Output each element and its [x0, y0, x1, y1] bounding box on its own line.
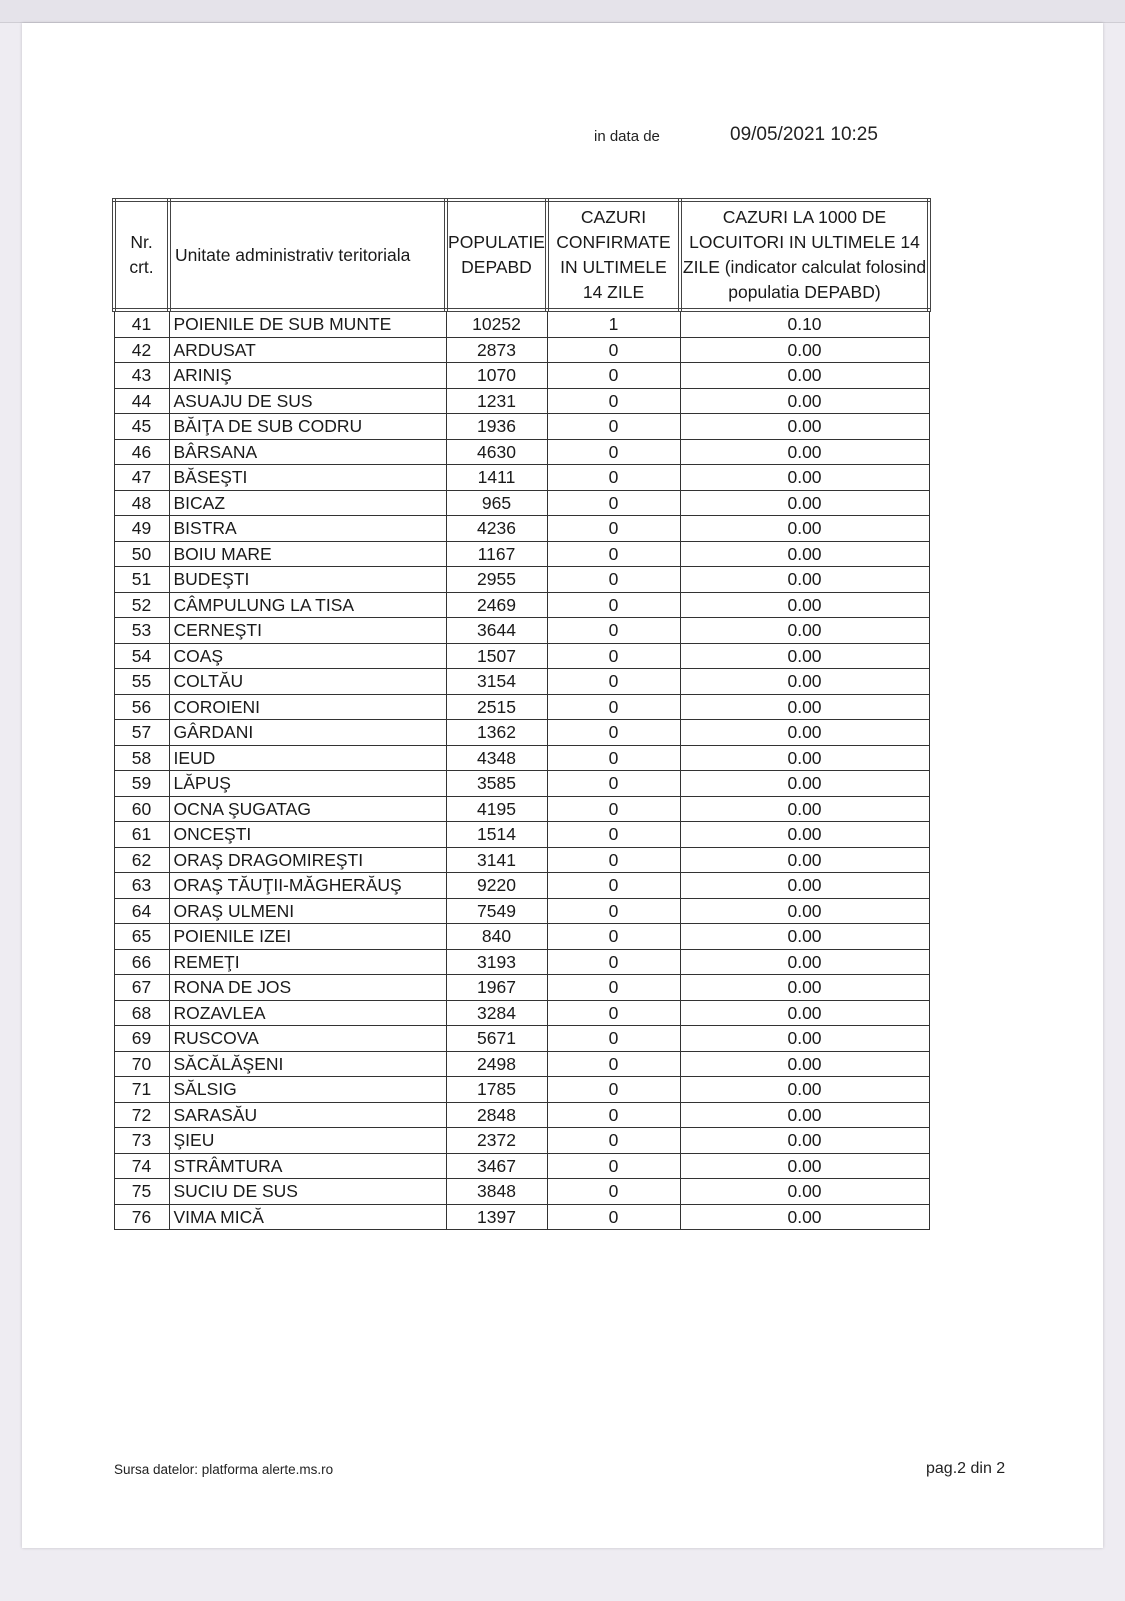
rate-per-1000-value: 0.00 — [680, 363, 929, 389]
rate-per-1000-value: 0.00 — [680, 516, 929, 542]
population-value: 1936 — [446, 414, 547, 440]
confirmed-cases-value: 0 — [547, 541, 680, 567]
date-label: in data de — [594, 128, 660, 145]
confirmed-cases-value: 0 — [547, 694, 680, 720]
row-number: 52 — [114, 592, 169, 618]
table-row — [114, 796, 929, 822]
unit-name: SUCIU DE SUS — [169, 1179, 446, 1205]
rate-per-1000-value: 0.00 — [680, 975, 929, 1001]
table-row — [114, 720, 929, 746]
table-row — [114, 567, 929, 593]
population-value: 3848 — [446, 1179, 547, 1205]
table-row — [114, 592, 929, 618]
population-value: 1411 — [446, 465, 547, 491]
confirmed-cases-value: 1 — [547, 310, 680, 337]
row-number: 48 — [114, 490, 169, 516]
table-row — [114, 873, 929, 899]
unit-name: ORAŞ DRAGOMIREŞTI — [169, 847, 446, 873]
rate-per-1000-value: 0.00 — [680, 847, 929, 873]
unit-name: BĂSEŞTI — [169, 465, 446, 491]
population-value: 3193 — [446, 949, 547, 975]
population-value: 1070 — [446, 363, 547, 389]
rate-per-1000-value: 0.00 — [680, 771, 929, 797]
row-number: 75 — [114, 1179, 169, 1205]
row-number: 57 — [114, 720, 169, 746]
column-header-rate: CAZURI LA 1000 DE LOCUITORI IN ULTIMELE 14 ZILE (indicator calculat folosind populatia DEPABD) — [680, 200, 929, 310]
rate-per-1000-value: 0.00 — [680, 898, 929, 924]
confirmed-cases-value: 0 — [547, 414, 680, 440]
population-value: 965 — [446, 490, 547, 516]
population-value: 2848 — [446, 1102, 547, 1128]
column-header-nr: Nr. crt. — [114, 200, 169, 310]
unit-name: IEUD — [169, 745, 446, 771]
rate-per-1000-value: 0.00 — [680, 1204, 929, 1230]
unit-name: BĂIŢA DE SUB CODRU — [169, 414, 446, 440]
unit-name: RUSCOVA — [169, 1026, 446, 1052]
table-row — [114, 949, 929, 975]
unit-name: BÂRSANA — [169, 439, 446, 465]
table-row — [114, 490, 929, 516]
row-number: 73 — [114, 1128, 169, 1154]
table-row — [114, 1128, 929, 1154]
rate-per-1000-value: 0.00 — [680, 796, 929, 822]
confirmed-cases-value: 0 — [547, 1153, 680, 1179]
unit-name: CÂMPULUNG LA TISA — [169, 592, 446, 618]
confirmed-cases-value: 0 — [547, 337, 680, 363]
unit-name: COAŞ — [169, 643, 446, 669]
population-value: 2498 — [446, 1051, 547, 1077]
unit-name: BISTRA — [169, 516, 446, 542]
population-value: 4348 — [446, 745, 547, 771]
population-value: 840 — [446, 924, 547, 950]
population-value: 1362 — [446, 720, 547, 746]
table-row — [114, 439, 929, 465]
unit-name: CERNEŞTI — [169, 618, 446, 644]
table-row — [114, 414, 929, 440]
row-number: 59 — [114, 771, 169, 797]
unit-name: ARINIŞ — [169, 363, 446, 389]
population-value: 1507 — [446, 643, 547, 669]
row-number: 50 — [114, 541, 169, 567]
unit-name: ASUAJU DE SUS — [169, 388, 446, 414]
table-row — [114, 975, 929, 1001]
table-row — [114, 1204, 929, 1230]
confirmed-cases-value: 0 — [547, 720, 680, 746]
unit-name: ŞIEU — [169, 1128, 446, 1154]
rate-per-1000-value: 0.00 — [680, 592, 929, 618]
row-number: 72 — [114, 1102, 169, 1128]
population-value: 3154 — [446, 669, 547, 695]
rate-per-1000-value: 0.00 — [680, 643, 929, 669]
rate-per-1000-value: 0.00 — [680, 745, 929, 771]
row-number: 55 — [114, 669, 169, 695]
table-row — [114, 694, 929, 720]
rate-per-1000-value: 0.00 — [680, 1000, 929, 1026]
confirmed-cases-value: 0 — [547, 490, 680, 516]
rate-per-1000-value: 0.00 — [680, 669, 929, 695]
table-row — [114, 822, 929, 848]
confirmed-cases-value: 0 — [547, 618, 680, 644]
rate-per-1000-value: 0.00 — [680, 694, 929, 720]
rate-per-1000-value: 0.00 — [680, 465, 929, 491]
row-number: 61 — [114, 822, 169, 848]
unit-name: SĂCĂLĂŞENI — [169, 1051, 446, 1077]
population-value: 3585 — [446, 771, 547, 797]
population-value: 4236 — [446, 516, 547, 542]
row-number: 41 — [114, 310, 169, 337]
row-number: 45 — [114, 414, 169, 440]
table-row — [114, 465, 929, 491]
population-value: 10252 — [446, 310, 547, 337]
confirmed-cases-value: 0 — [547, 363, 680, 389]
unit-name: COROIENI — [169, 694, 446, 720]
table-row — [114, 1000, 929, 1026]
row-number: 69 — [114, 1026, 169, 1052]
table-row — [114, 1077, 929, 1103]
confirmed-cases-value: 0 — [547, 567, 680, 593]
row-number: 54 — [114, 643, 169, 669]
confirmed-cases-value: 0 — [547, 439, 680, 465]
date-value: 09/05/2021 10:25 — [730, 124, 878, 145]
confirmed-cases-value: 0 — [547, 796, 680, 822]
population-value: 3284 — [446, 1000, 547, 1026]
population-value: 2469 — [446, 592, 547, 618]
cases-table — [112, 198, 931, 1230]
row-number: 53 — [114, 618, 169, 644]
confirmed-cases-value: 0 — [547, 745, 680, 771]
unit-name: POIENILE IZEI — [169, 924, 446, 950]
row-number: 68 — [114, 1000, 169, 1026]
rate-per-1000-value: 0.00 — [680, 1153, 929, 1179]
population-value: 2515 — [446, 694, 547, 720]
rate-per-1000-value: 0.00 — [680, 873, 929, 899]
rate-per-1000-value: 0.00 — [680, 541, 929, 567]
row-number: 42 — [114, 337, 169, 363]
confirmed-cases-value: 0 — [547, 643, 680, 669]
table-row — [114, 1179, 929, 1205]
rate-per-1000-value: 0.00 — [680, 337, 929, 363]
confirmed-cases-value: 0 — [547, 388, 680, 414]
population-value: 4195 — [446, 796, 547, 822]
population-value: 9220 — [446, 873, 547, 899]
table-row — [114, 1026, 929, 1052]
confirmed-cases-value: 0 — [547, 592, 680, 618]
row-number: 51 — [114, 567, 169, 593]
unit-name: STRÂMTURA — [169, 1153, 446, 1179]
confirmed-cases-value: 0 — [547, 1102, 680, 1128]
rate-per-1000-value: 0.00 — [680, 567, 929, 593]
population-value: 1397 — [446, 1204, 547, 1230]
population-value: 2955 — [446, 567, 547, 593]
unit-name: SARASĂU — [169, 1102, 446, 1128]
table-row — [114, 924, 929, 950]
population-value: 2372 — [446, 1128, 547, 1154]
row-number: 64 — [114, 898, 169, 924]
rate-per-1000-value: 0.00 — [680, 822, 929, 848]
column-header-cases: CAZURI CONFIRMATE IN ULTIMELE 14 ZILE — [547, 200, 680, 310]
unit-name: GÂRDANI — [169, 720, 446, 746]
rate-per-1000-value: 0.10 — [680, 310, 929, 337]
confirmed-cases-value: 0 — [547, 975, 680, 1001]
table-row — [114, 898, 929, 924]
row-number: 46 — [114, 439, 169, 465]
rate-per-1000-value: 0.00 — [680, 388, 929, 414]
rate-per-1000-value: 0.00 — [680, 949, 929, 975]
population-value: 1785 — [446, 1077, 547, 1103]
population-value: 3467 — [446, 1153, 547, 1179]
unit-name: LĂPUŞ — [169, 771, 446, 797]
table-row — [114, 745, 929, 771]
rate-per-1000-value: 0.00 — [680, 414, 929, 440]
row-number: 44 — [114, 388, 169, 414]
unit-name: OCNA ŞUGATAG — [169, 796, 446, 822]
row-number: 71 — [114, 1077, 169, 1103]
row-number: 74 — [114, 1153, 169, 1179]
population-value: 4630 — [446, 439, 547, 465]
rate-per-1000-value: 0.00 — [680, 1179, 929, 1205]
confirmed-cases-value: 0 — [547, 669, 680, 695]
table-row — [114, 1051, 929, 1077]
table-row — [114, 618, 929, 644]
row-number: 66 — [114, 949, 169, 975]
table-body — [114, 310, 929, 1230]
rate-per-1000-value: 0.00 — [680, 1077, 929, 1103]
table-row — [114, 337, 929, 363]
row-number: 56 — [114, 694, 169, 720]
table-row — [114, 363, 929, 389]
confirmed-cases-value: 0 — [547, 873, 680, 899]
rate-per-1000-value: 0.00 — [680, 1102, 929, 1128]
data-source-note: Sursa datelor: platforma alerte.ms.ro — [114, 1462, 334, 1477]
column-header-population: POPULATIE DEPABD — [446, 200, 547, 310]
population-value: 7549 — [446, 898, 547, 924]
unit-name: ONCEŞTI — [169, 822, 446, 848]
confirmed-cases-value: 0 — [547, 1128, 680, 1154]
row-number: 47 — [114, 465, 169, 491]
rate-per-1000-value: 0.00 — [680, 439, 929, 465]
confirmed-cases-value: 0 — [547, 1077, 680, 1103]
row-number: 58 — [114, 745, 169, 771]
table-row — [114, 669, 929, 695]
unit-name: POIENILE DE SUB MUNTE — [169, 310, 446, 337]
unit-name: BOIU MARE — [169, 541, 446, 567]
table-row — [114, 643, 929, 669]
table-row — [114, 516, 929, 542]
column-header-unit: Unitate administrativ teritoriala — [169, 200, 446, 310]
confirmed-cases-value: 0 — [547, 822, 680, 848]
unit-name: ROZAVLEA — [169, 1000, 446, 1026]
viewer-top-bar — [0, 0, 1125, 23]
confirmed-cases-value: 0 — [547, 847, 680, 873]
rate-per-1000-value: 0.00 — [680, 1051, 929, 1077]
unit-name: COLTĂU — [169, 669, 446, 695]
row-number: 65 — [114, 924, 169, 950]
unit-name: REMEŢI — [169, 949, 446, 975]
population-value: 3644 — [446, 618, 547, 644]
population-value: 1167 — [446, 541, 547, 567]
row-number: 76 — [114, 1204, 169, 1230]
table-row — [114, 541, 929, 567]
unit-name: ARDUSAT — [169, 337, 446, 363]
rate-per-1000-value: 0.00 — [680, 1128, 929, 1154]
population-value: 1231 — [446, 388, 547, 414]
row-number: 63 — [114, 873, 169, 899]
table-row — [114, 310, 929, 337]
row-number: 49 — [114, 516, 169, 542]
row-number: 43 — [114, 363, 169, 389]
unit-name: BICAZ — [169, 490, 446, 516]
confirmed-cases-value: 0 — [547, 1051, 680, 1077]
rate-per-1000-value: 0.00 — [680, 924, 929, 950]
table-row — [114, 1102, 929, 1128]
row-number: 62 — [114, 847, 169, 873]
confirmed-cases-value: 0 — [547, 949, 680, 975]
report-date-line — [0, 124, 1125, 148]
table-header-row — [114, 200, 929, 310]
rate-per-1000-value: 0.00 — [680, 1026, 929, 1052]
page-number: pag.2 din 2 — [926, 1460, 1006, 1477]
confirmed-cases-value: 0 — [547, 898, 680, 924]
confirmed-cases-value: 0 — [547, 1026, 680, 1052]
population-value: 2873 — [446, 337, 547, 363]
confirmed-cases-value: 0 — [547, 1000, 680, 1026]
unit-name: RONA DE JOS — [169, 975, 446, 1001]
unit-name: ORAŞ TĂUŢII-MĂGHERĂUŞ — [169, 873, 446, 899]
row-number: 67 — [114, 975, 169, 1001]
unit-name: ORAŞ ULMENI — [169, 898, 446, 924]
rate-per-1000-value: 0.00 — [680, 618, 929, 644]
row-number: 60 — [114, 796, 169, 822]
unit-name: VIMA MICĂ — [169, 1204, 446, 1230]
table-row — [114, 388, 929, 414]
unit-name: BUDEŞTI — [169, 567, 446, 593]
population-value: 3141 — [446, 847, 547, 873]
row-number: 70 — [114, 1051, 169, 1077]
rate-per-1000-value: 0.00 — [680, 720, 929, 746]
table-row — [114, 771, 929, 797]
confirmed-cases-value: 0 — [547, 1204, 680, 1230]
table-row — [114, 1153, 929, 1179]
population-value: 1967 — [446, 975, 547, 1001]
confirmed-cases-value: 0 — [547, 516, 680, 542]
rate-per-1000-value: 0.00 — [680, 490, 929, 516]
confirmed-cases-value: 0 — [547, 924, 680, 950]
unit-name: SĂLSIG — [169, 1077, 446, 1103]
confirmed-cases-value: 0 — [547, 465, 680, 491]
confirmed-cases-value: 0 — [547, 1179, 680, 1205]
population-value: 5671 — [446, 1026, 547, 1052]
confirmed-cases-value: 0 — [547, 771, 680, 797]
population-value: 1514 — [446, 822, 547, 848]
table-row — [114, 847, 929, 873]
